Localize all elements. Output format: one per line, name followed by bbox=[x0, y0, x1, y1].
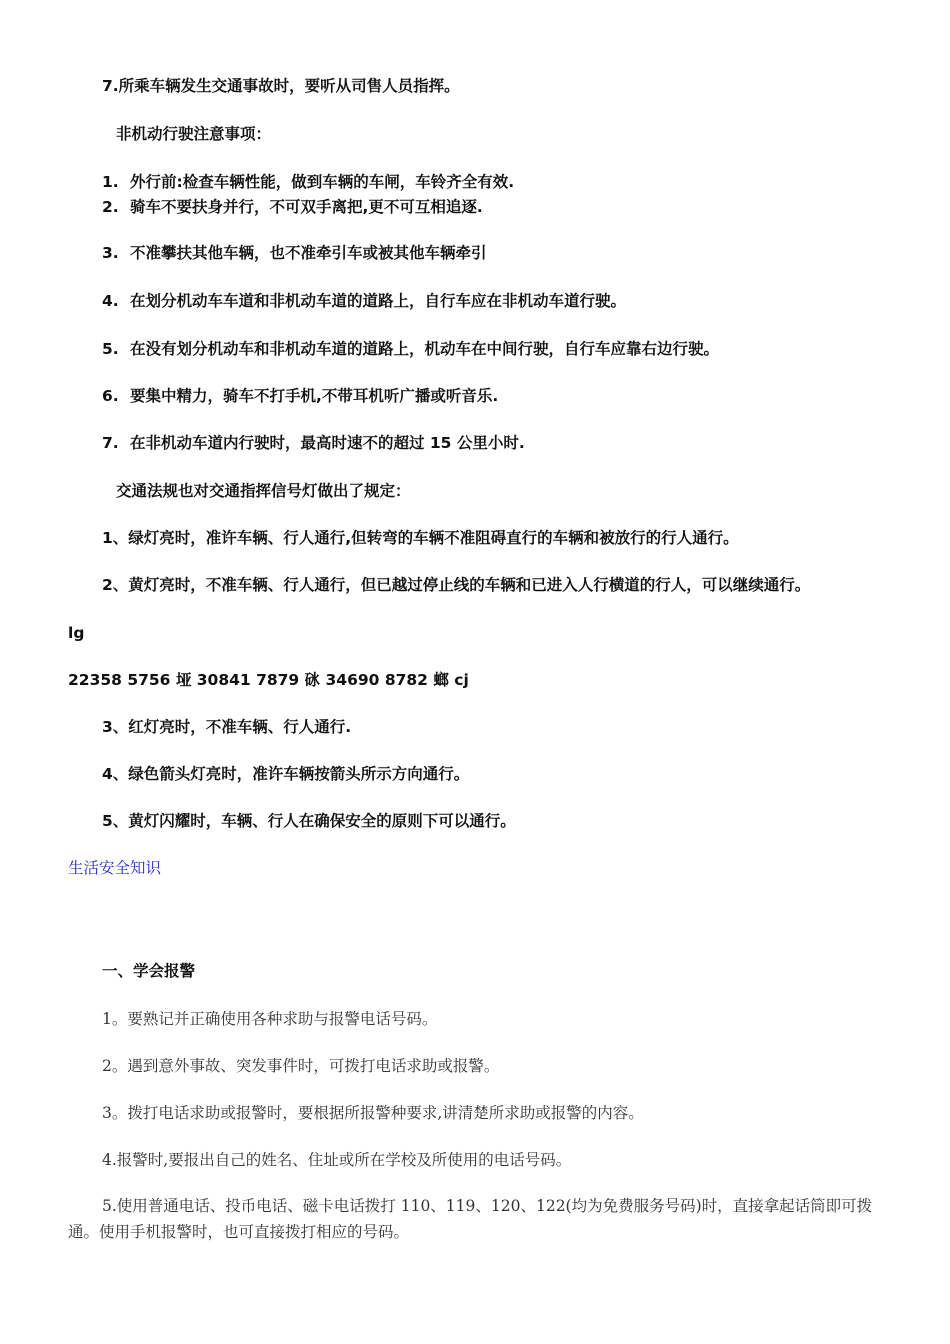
signal-rule-green-arrow: 4、绿色箭头灯亮时，准许车辆按箭头所示方向通行。 bbox=[102, 765, 470, 783]
list-item-number: 7. bbox=[102, 434, 119, 452]
list-item bbox=[102, 196, 483, 218]
rule-7-accident: 7.所乘车辆发生交通事故时，要听从司售人员指挥。 bbox=[102, 77, 460, 95]
signal-rule-green: 1、绿灯亮时，准许车辆、行人通行,但转弯的车辆不准阻碍直行的车辆和被放行的行人通行。 bbox=[102, 529, 739, 547]
alarm-item: 4.报警时,要报出自己的姓名、住址或所在学校及所使用的电话号码。 bbox=[102, 1151, 572, 1169]
safety-knowledge-link[interactable]: 生活安全知识 bbox=[68, 859, 162, 877]
list-item-number: 2. bbox=[102, 198, 119, 216]
list-item-text: 在非机动车道内行驶时，最高时速不的超过 15 公里小时. bbox=[130, 434, 525, 452]
signal-rule-yellow-flash: 5、黄灯闪耀时，车辆、行人在确保安全的原则下可以通行。 bbox=[102, 812, 516, 830]
list-item bbox=[102, 290, 626, 312]
list-item-text: 外行前:检查车辆性能，做到车辆的车闸，车铃齐全有效. bbox=[130, 173, 515, 191]
section-heading: 一、学会报警 bbox=[102, 962, 196, 980]
list-item bbox=[102, 385, 498, 407]
signal-heading: 交通法规也对交通指挥信号灯做出了规定： bbox=[116, 482, 411, 500]
list-item bbox=[102, 338, 719, 360]
alarm-item: 1。要熟记并正确使用各种求助与报警电话号码。 bbox=[102, 1010, 438, 1028]
list-item-text: 在没有划分机动车和非机动车道的道路上，机动车在中间行驶，自行车应靠右边行驶。 bbox=[130, 340, 720, 358]
list-item-text: 在划分机动车车道和非机动车道的道路上，自行车应在非机动车道行驶。 bbox=[130, 292, 627, 310]
list-item-text: 骑车不要扶身并行，不可双手离把,更不可互相追逐. bbox=[130, 198, 483, 216]
signal-rule-red: 3、红灯亮时，不准车辆、行人通行. bbox=[102, 718, 352, 736]
list-item-number: 1. bbox=[102, 173, 119, 191]
stray-text-codes: 22358 5756 垭 30841 7879 砯 34690 8782 螂 cj bbox=[68, 671, 469, 689]
signal-rule-yellow: 2、黄灯亮时，不准车辆、行人通行，但已越过停止线的车辆和已进入人行横道的行人，可以继续通行。 bbox=[102, 576, 811, 594]
nonmotor-heading: 非机动行驶注意事项： bbox=[116, 125, 272, 143]
list-item bbox=[102, 171, 514, 193]
list-item-number: 6. bbox=[102, 387, 119, 405]
stray-text: lg bbox=[68, 624, 85, 642]
list-item bbox=[102, 432, 525, 454]
list-item bbox=[102, 242, 487, 264]
list-item-number: 4. bbox=[102, 292, 119, 310]
alarm-item: 3。拨打电话求助或报警时，要根据所报警种要求,讲清楚所求助或报警的内容。 bbox=[102, 1104, 644, 1122]
list-item-text: 要集中精力，骑车不打手机,不带耳机听广播或听音乐. bbox=[130, 387, 499, 405]
list-item-number: 3. bbox=[102, 244, 119, 262]
alarm-item-paragraph: 5.使用普通电话、投币电话、磁卡电话拨打 110、119、120、122(均为免费服务号码)时，直接拿起话筒即可拨通。使用手机报警时，也可直接拨打相应的号码。 bbox=[68, 1197, 873, 1241]
list-item-number: 5. bbox=[102, 340, 119, 358]
list-item-text: 不准攀扶其他车辆，也不准牵引车或被其他车辆牵引 bbox=[130, 244, 487, 262]
alarm-item: 2。遇到意外事故、突发事件时，可拨打电话求助或报警。 bbox=[102, 1057, 500, 1075]
